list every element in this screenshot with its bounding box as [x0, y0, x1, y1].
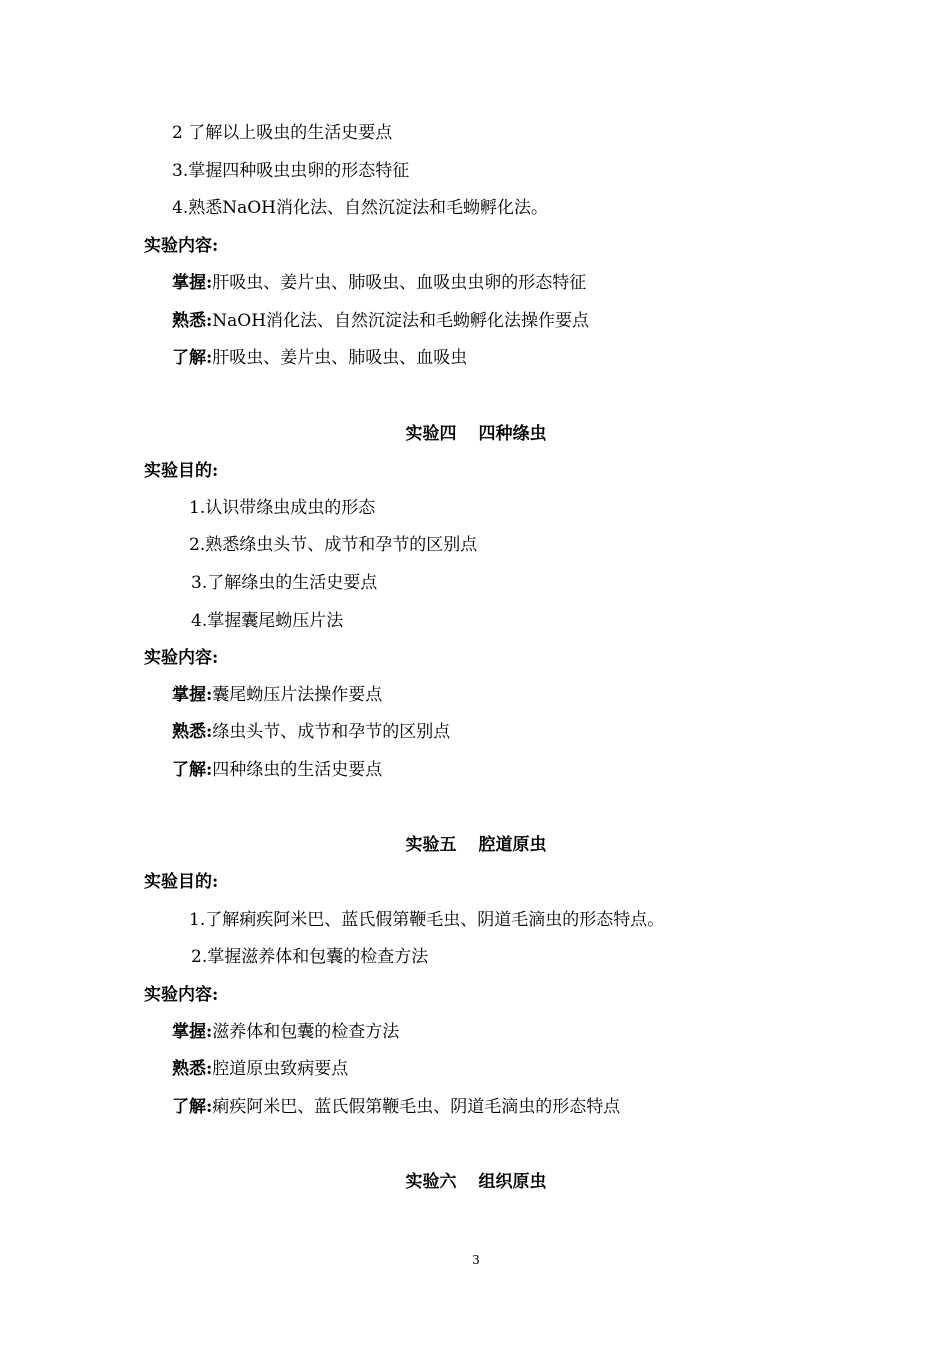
content-key: 熟悉:: [172, 1059, 213, 1079]
section-label-purpose: 实验目的:: [144, 872, 219, 892]
purpose-item: 1.认识带绦虫成虫的形态: [189, 498, 376, 518]
content-key: 熟悉:: [172, 722, 213, 742]
content-text: 痢疾阿米巴、蓝氏假第鞭毛虫、阴道毛滴虫的形态特点: [212, 1097, 621, 1117]
content-key: 掌握:: [172, 273, 213, 293]
content-item: [172, 1058, 348, 1080]
heading-title: 腔道原虫: [478, 835, 547, 855]
content-key: 了解:: [172, 760, 213, 780]
section-heading: [0, 423, 952, 445]
section-heading: [0, 1171, 952, 1193]
page-number: 3: [472, 1253, 480, 1267]
section-label-content: 实验内容:: [144, 648, 219, 668]
content-key: 了解:: [172, 1097, 213, 1117]
content-text: 四种绦虫的生活史要点: [212, 760, 383, 780]
purpose-item: 3.了解绦虫的生活史要点: [191, 573, 378, 593]
content-text: 滋养体和包囊的检查方法: [212, 1022, 400, 1042]
content-item: [172, 684, 382, 706]
heading-number: 实验五: [405, 835, 457, 855]
content-item: [172, 347, 467, 369]
purpose-item: 2.熟悉绦虫头节、成节和孕节的区别点: [189, 535, 478, 555]
content-item: [172, 272, 586, 294]
heading-title: 组织原虫: [478, 1172, 547, 1192]
content-text: 肝吸虫、姜片虫、肺吸虫、血吸虫虫卵的形态特征: [212, 273, 587, 293]
content-key: 掌握:: [172, 685, 213, 705]
purpose-item: 1.了解痢疾阿米巴、蓝氏假第鞭毛虫、阴道毛滴虫的形态特点。: [189, 910, 665, 930]
content-item: [172, 759, 382, 781]
content-item: [172, 310, 589, 332]
content-text: 囊尾蚴压片法操作要点: [212, 685, 383, 705]
content-text: 绦虫头节、成节和孕节的区别点: [212, 722, 451, 742]
purpose-item: 4.熟悉NaOH消化法、自然沉淀法和毛蚴孵化法。: [172, 198, 548, 218]
content-key: 掌握:: [172, 1022, 213, 1042]
content-text: 腔道原虫致病要点: [212, 1059, 349, 1079]
heading-title: 四种绦虫: [478, 424, 547, 444]
content-key: 了解:: [172, 348, 213, 368]
purpose-item: 3.掌握四种吸虫虫卵的形态特征: [172, 161, 410, 181]
heading-number: 实验四: [405, 424, 457, 444]
section-label-purpose: 实验目的:: [144, 461, 219, 481]
content-text: NaOH消化法、自然沉淀法和毛蚴孵化法操作要点: [212, 311, 590, 331]
content-item: [172, 1021, 399, 1043]
purpose-item: 2 了解以上吸虫的生活史要点: [172, 123, 393, 143]
heading-number: 实验六: [405, 1172, 457, 1192]
content-item: [172, 721, 450, 743]
section-label-content: 实验内容:: [144, 236, 219, 256]
content-text: 肝吸虫、姜片虫、肺吸虫、血吸虫: [212, 348, 468, 368]
section-heading: [0, 834, 952, 856]
content-item: [172, 1096, 620, 1118]
purpose-item: 4.掌握囊尾蚴压片法: [191, 611, 344, 631]
section-label-content: 实验内容:: [144, 985, 219, 1005]
purpose-item: 2.掌握滋养体和包囊的检查方法: [191, 947, 429, 967]
content-key: 熟悉:: [172, 311, 213, 331]
